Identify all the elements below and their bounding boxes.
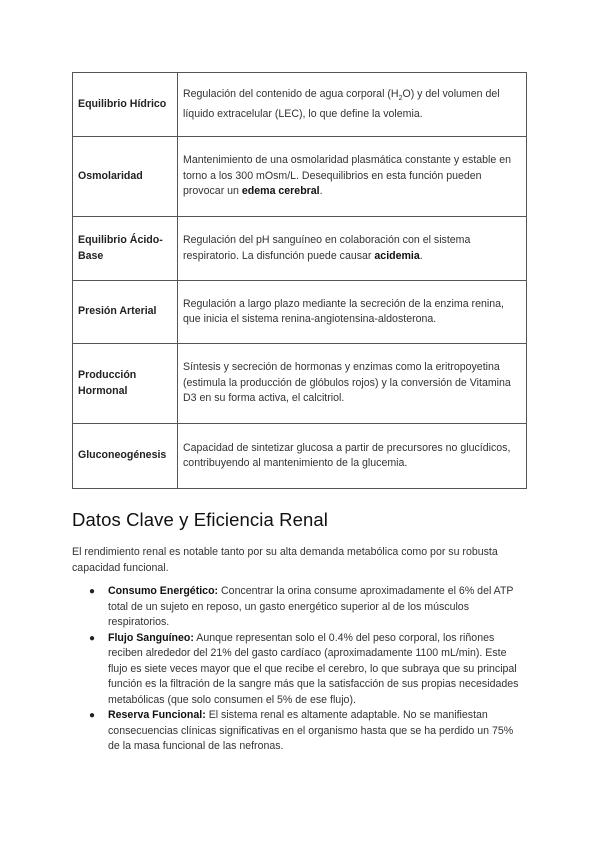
function-name: Osmolaridad <box>73 137 178 217</box>
table-row <box>73 344 527 424</box>
bullet-icon: ● <box>89 586 96 597</box>
bullet-icon: ● <box>89 710 96 721</box>
function-name: Equilibrio Hídrico <box>73 73 178 137</box>
function-name: Gluconeogénesis <box>73 424 178 489</box>
table-row <box>73 424 527 489</box>
description-text: Regulación del contenido de agua corporal (H <box>183 87 399 100</box>
subscript-text: 2 <box>398 95 403 103</box>
list-item <box>72 631 527 709</box>
key-facts-list <box>72 584 527 755</box>
function-description <box>178 217 527 281</box>
bullet-icon: ● <box>89 632 96 644</box>
bullet-text: El sistema renal es altamente adaptable. No se manifiestan consecuencias clínicas significativas en el organismo hasta que se ha perdido un 75% de la masa funcional de las nefronas. <box>108 709 514 752</box>
function-description <box>178 137 527 217</box>
list-item <box>72 708 527 755</box>
description-text: O) y del volumen del líquido extracelular (LEC), lo que define la volemia. <box>183 87 500 120</box>
bullet-label: Consumo Energético: <box>108 585 219 597</box>
function-description <box>178 424 527 489</box>
bullet-label: Reserva Funcional: <box>108 709 206 721</box>
function-description <box>178 73 527 137</box>
description-text: Regulación del pH sanguíneo en colaboración con el sistema respiratorio. La disfunción puede causar <box>183 234 471 262</box>
function-name: Equilibrio Ácido-Base <box>73 217 178 281</box>
description-text: . <box>319 185 323 198</box>
description-text: Mantenimiento de una osmolaridad plasmática constante y estable en torno a los 300 mOsm/L. Desequilibrios en esta función pueden provocar un <box>183 154 512 198</box>
function-name: Producción Hormonal <box>73 344 178 424</box>
description-text: Capacidad de sintetizar glucosa a partir de precursores no glucídicos, contribuyendo al mantenimiento de la glucemia. <box>183 441 511 469</box>
function-name: Presión Arterial <box>73 281 178 344</box>
description-text: Síntesis y secreción de hormonas y enzimas como la eritropoyetina (estimula la producción de glóbulos rojos) y la conversión de Vitamina D3 en su forma activa, el calcitriol. <box>183 361 511 405</box>
function-description <box>178 281 527 344</box>
bullet-text: Concentrar la orina consume aproximadamente el 6% del ATP total de un sujeto en reposo, un gasto energético superior al de los músculos respiratorios. <box>108 585 514 628</box>
function-description <box>178 344 527 424</box>
table-row <box>73 281 527 344</box>
description-text: Regulación a largo plazo mediante la secreción de la enzima renina, que inicia el sistema renina-angiotensina-aldosterona. <box>183 297 504 325</box>
emphasis-text: acidemia <box>374 249 420 262</box>
section-heading: Datos Clave y Eficiencia Renal <box>72 509 328 530</box>
table-row <box>73 217 527 281</box>
table-row <box>73 137 527 217</box>
table-row <box>73 73 527 137</box>
bullet-text: Aunque representan solo el 0.4% del peso corporal, los riñones reciben alrededor del 21% del gasto cardíaco (aproximadamente 1100 mL/min). Este flujo es siete veces mayor que el que recibe el cerebro, lo que subraya que su principal función es la filtración de la sangre más que la satisfacción de sus propias necesidades metabólicas (que solo consumen el 5% de ese flujo). <box>108 631 519 706</box>
renal-functions-table <box>72 72 527 489</box>
section-intro: El rendimiento renal es notable tanto por su alta demanda metabólica como por su robusta capacidad funcional. <box>72 546 498 574</box>
emphasis-text: edema cerebral <box>241 185 320 198</box>
bullet-label: Flujo Sanguíneo: <box>108 631 194 644</box>
description-text: . <box>419 249 423 262</box>
list-item <box>72 584 527 631</box>
